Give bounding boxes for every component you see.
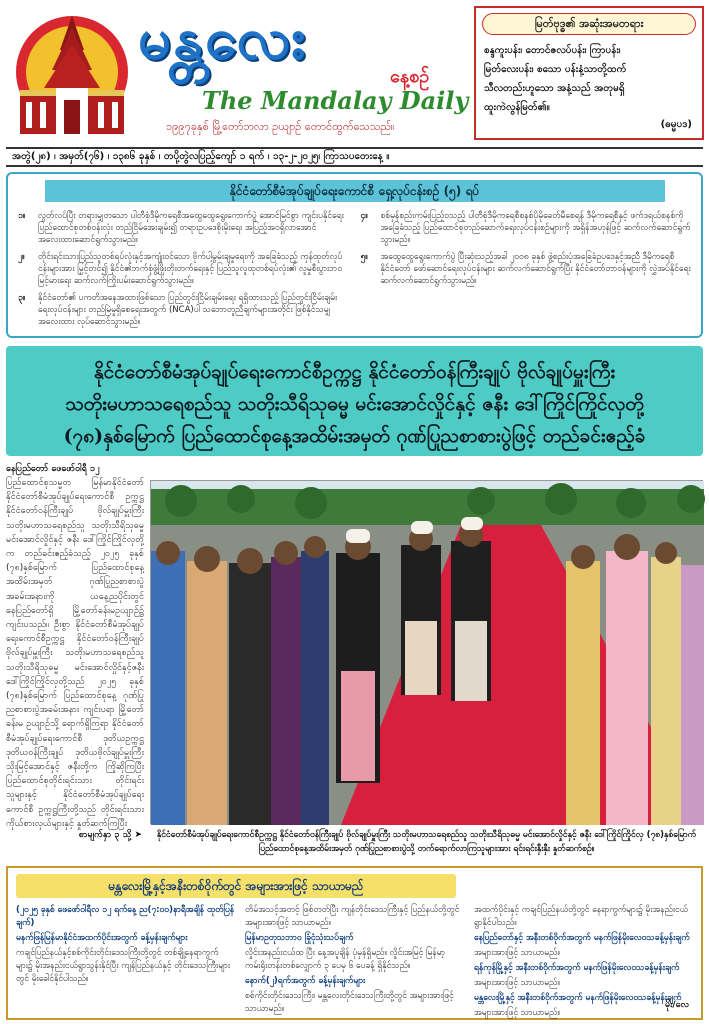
masthead-subtitle: နေ့စဉ် [390, 66, 430, 87]
weather-paragraph: နေပြည်တော်နှင့် အနီးတစ်ဝိုက်အတွက် မနက်ဖြန်မိုးလေဝသခန့်မှန်းချက် [474, 933, 690, 943]
roadmap-item-number: ၂။ [18, 252, 25, 262]
weather-paragraph: မနက်ဖြန်မြန်မာနိုင်ငံအထက်ပိုင်းအတွက် ခန့်မှန်းချက်များ [16, 933, 188, 943]
roadmap-item-number: ၃။ [18, 293, 26, 303]
roadmap-item-number: ၅။ [360, 252, 368, 262]
weather-paragraph: လှိုင်းအနည်းငယ်ထ ပြီး နေ့အပူချိန် ပုံမှန်ရှိမည်။ လှိုင်းအမြင့် မြန်မာ့ကမ်းရိုးတန်းတစ်လျှောက် ၃ ပေမှ ၆ ပေခန့် ရှိနိုင်သည်။ [245, 948, 446, 971]
weather-paragraph: ကချင်ပြည်နယ်နှင့်စစ်ကိုင်းတိုင်းဒေသကြီးတို့တွင် တစ်ချို့နေရာကွက်များ၌ မိုးအနည်းငယ်ရွာသွန်းနိုင်ပြီး ကျန်ပြည်နယ်နှင့် တိုင်းဒေသကြီးများတွင် မိုးခေါင်နိုင်ပါသည်။ [16, 948, 231, 984]
roadmap-item [361, 251, 692, 287]
roadmap-column-right [361, 210, 692, 330]
weather-paragraph: နောက်(၂)ရက်အတွက် ခန့်မှန်းချက်များ [245, 976, 366, 986]
masthead-slogan: ၁၉၉၇ခုနှစ် မြို့တော်ဘလာ ဥယျာဉ် တောင်ထွက်သေသည်။ [166, 120, 395, 133]
buddha-teaching-box [474, 6, 704, 140]
ceremony-photo-illustration [151, 481, 704, 825]
headline-line: (၇၈)နှစ်မြောက် ပြည်ထောင်စုနေ့အထိမ်းအမှတ် ဂုဏ်ပြုညစာစားပွဲဖြင့် တည်ခင်းဧည့်ခံ [63, 425, 646, 447]
headline-line: သတိုးမဟာသရေစည်သူ သတိုးသီရိသုဓမ္မ မင်းအောင်လှိုင်နှင့် ဇနီး ဒေါ်ကြိုင်ကြိုင်လှတို့ [65, 393, 644, 415]
teaching-source: (ဓမ္မပဒ) [660, 119, 692, 130]
teaching-line: ထူးကဲလွန်မြတ်၏။ [484, 102, 550, 113]
roadmap-item-text: စစ်မှန်စည်းကမ်းပြည့်ဝသည့် ပါတီစုံဒီမိုကရေစီစနစ်ပိုမိုခေတ်မီစေရန် ဒီမိုကရေစီနှင့် ဖက်ဒရယ်စနစ်ကို အခြေခံသည့် ပြည်ထောင်စုတည်ဆောက်ရေးလုပ်ငန်းစဉ်များကို အရှိန်အဟုန်ဖြင့် ဆက်လက်ဆောင်ရွက်သွားမည်။ [380, 211, 691, 245]
roadmap-item-text: တိုင်းရင်းသားပြည်သူတစ်ရပ်လုံးနှင့်အကျုံးဝင်သော ဗိုက်ပါ့မွမ်းချမှုရေးကို အခြေခံသည့် ကုန်ထုတ်လုပ်ငန်းများအား မြှင့်တင်၍ နိုင်ငံ၏ဘက်စုံဖွံ့ဖြိုးတိုးတက်ရေးနှင့် ပြည်သူလူထုတစ်ရပ်လုံး၏ လူမှုစီးပွားဘဝ မြင့်မားရေး ဆက်လက်ကြိုးပမ်းဆောင်ရွက်သွားမည်။ [38, 252, 343, 286]
weather-heading: မန္တလေးမြို့နှင့်အနီးတစ်ဝိုက်တွင် အများအားဖြင့် သာယာမည် [16, 874, 456, 898]
roadmap-item-number: ၄။ [360, 211, 368, 221]
photo-caption: နိုင်ငံတော်စီမံအုပ်ချုပ်ရေးကောင်စီဥက္ကဋ္ဌ နိုင်ငံတော်ဝန်ကြီးချုပ် ဗိုလ်ချုပ်မှူးကြီး သတိုးမဟာသရေစည်သူ သတိုးသီရိသုဓမ္မ မင်းအောင်လှိုင်နှင့် ဇနီး ဒေါ်ကြိုင်ကြိုင်လှ (၇၈)နှစ်မြောက် ပြည်ထောင်စုနေ့အထိမ်းအမှတ် ဂုဏ်ပြုညစာစားပွဲသို့ တက်ရောက်လာကြသူများအား ရင်းရင်းနှီးနှီး နှုတ်ဆက်စဉ်။ [156, 830, 697, 854]
teaching-line: မြတ်လေးပန်း၊ စသော ပန်းနံ့သာတို့ထက် [484, 64, 627, 75]
weather-paragraph: (၂၀၂၅ ခုနှစ် ဖေဖော်ဝါရီလ ၁၂ ရက်နေ့ ည(၇:၀၀)နာရီအချိန် ထုတ်ပြန်ချက်) [16, 905, 235, 928]
story-body: ပြည်ထောင်စုသမ္မတ မြန်မာနိုင်ငံတော် နိုင်ငံတော်စီမံအုပ်ချုပ်ရေးကောင်စီ ဥက္ကဋ္ဌ နိုင်ငံတော်ဝန်ကြီးချုပ် ဗိုလ်ချုပ်မှူးကြီး သတိုးမဟာသရေစည်သူ သတိုးသီရိသုဓမ္မ မင်းအောင်လှိုင်နှင့် ဇနီး ဒေါ်ကြိုင်ကြိုင်လှတို့က တည်ခင်းဧည့်ခံသည့် ၂၀၂၅ ခုနှစ် (၇၈)နှစ်မြောက် ပြည်ထောင်စုနေ့ အထိမ်းအမှတ် ဂုဏ်ပြုညစာစားပွဲအခမ်းအနားကို ယနေ့ညပိုင်းတွင် နေပြည်တော်ရှိ မြို့တော်ခန်းမဥယျာဉ်၌ ကျင်းပသည်။ ဦးစွာ နိုင်ငံတော်စီမံအုပ်ချုပ်ရေးကောင်စီဥက္ကဋ္ဌ နိုင်ငံတော်ဝန်ကြီးချုပ် ဗိုလ်ချုပ်မှူးကြီး သတိုးမဟာသရေစည်သူ သတိုးသီရိသုဓမ္မ မင်းအောင်လှိုင်နှင့်ဇနီး ဒေါ်ကြိုင်ကြိုင်လှတို့သည် ၂၀၂၅ ခုနှစ် (၇၈)နှစ်မြောက် ပြည်ထောင်စုနေ့ ဂုဏ်ပြုညစာစားပွဲအခမ်းအနား ကျင်းပရာ မြို့တော်ခန်းမ ဥယျာဉ်သို့ ရောက်ရှိကြရာ နိုင်ငံတော်စီမံအုပ်ချုပ်ရေးကောင်စီ ဒုတိယဥက္ကဋ္ဌ ဒုတိယဝန်ကြီးချုပ် ဒုတိယဗိုလ်ချုပ်မှူးကြီး သိုးမြင့်အောင်နှင့် ဇနီးတို့က ကြိုဆိုကြပြီး ပြည်ထောင်စုတိုင်းရင်းသား တိုင်းရင်းသူများနှင့် နိုင်ငံတော်စီမံအုပ်ချုပ်ရေးကောင်စီ ဥက္ကဋ္ဌကြီးတို့သည် တိုင်းရင်းသားကိုယ်စားလှယ်များနှင့် နှုတ်ဆက်ကြပြီး [6, 478, 144, 829]
weather-column-1 [16, 904, 235, 1012]
roadmap-item [18, 251, 349, 287]
roadmap-heading: နိုင်ငံတော်စီမံအုပ်ချုပ်ရေးကောင်စီ ရှေ့လုပ်ငန်းစဉ် (၅) ရပ် [45, 180, 665, 202]
weather-paragraph: မန္တလေးမြို့နှင့် အနီးတစ်ဝိုက်အတွက် မနက်ဖြန်မိုးလေဝသခန့်မှန်းချက် [474, 993, 682, 1003]
masthead-english-title: The Mandalay Daily [202, 86, 469, 115]
weather-paragraph: တိမ်အသင့်အတင့် ဖြစ်တတ်ပြီး ကျန်တိုင်းဒေသကြီးနှင့် ပြည်နယ်တို့တွင် အများအားဖြင့် သာယာမည်။ [245, 905, 460, 928]
weather-signature: မိုး/လေ [664, 1000, 689, 1010]
weather-paragraph: အများအားဖြင့် သာယာမည်။ [474, 948, 560, 958]
roadmap-item-number: ၁။ [18, 211, 26, 221]
roadmap-item [18, 292, 349, 328]
roadmap-item-text: အထွေထွေရွေးကောက်ပွဲ ပြီးဆုံးသည့်အခါ ၂၀၀၈ ခုနှစ် ဖွဲ့စည်းပုံအခြေခံဥပဒေနှင့်အညီ ဒီမိုကရေစီနိုင်ငံတော် ဖော်ဆောင်ရေးလုပ်ငန်းများ ဆက်လက်ဆောင်ရွက်ပြီး နိုင်ငံတော်တာဝန်များကို လွှဲအပ်နိုင်ရေး ဆက်လက်ဆောင်ရွက်သွားမည်။ [380, 252, 691, 286]
teaching-line: စန္ဒကူးပန်း၊ တောင်ဇလပ်ပန်း၊ ကြာပန်း၊ [484, 45, 621, 56]
palace-emblem-icon [12, 10, 132, 138]
weather-paragraph: အများအားဖြင့် သာယာမည်။ [474, 978, 560, 988]
weather-paragraph: မြန်မာဥတုသဘာဝ ခြုံငုံသုံးသပ်ချက် [245, 933, 354, 943]
ceremony-photo [150, 480, 703, 824]
masthead-title: မန္တလေး [138, 4, 308, 72]
masthead [6, 4, 468, 144]
roadmap-item [361, 210, 692, 246]
roadmap-item-text: နိုင်ငံတော်၏ ပကတိအနေအထားဖြစ်သော ပြည်တွင်းငြိမ်းချမ်းရေး ရရှိထားသည့် ပြည်တွင်းငြိမ်းချမ်းရေးလုပ်ငန်းများ တည်မြဲမှုရှိစေရေးအတွက် (NCA)ပါ သဘောတူညီချက်များအတိုင်း ဖြစ်နိုင်သမျှ အလေးထား လုပ်ဆောင်သွားမည်။ [38, 293, 338, 327]
weather-column-3 [474, 904, 693, 1018]
weather-column-2 [245, 904, 464, 1012]
weather-forecast-box [6, 866, 703, 1020]
weather-paragraph: ရန်ကုန်မြို့နှင့် အနီးတစ်ဝိုက်အတွက် မနက်ဖြန်မိုးလေဝသခန့်မှန်းချက် [474, 963, 680, 973]
roadmap-column-left [18, 210, 349, 330]
continued-page-link[interactable]: စာမျက်နှာ ၃ သို့ ➤ [78, 830, 142, 840]
issue-info-bar: အတွဲ(၂၈) ၊ အမှတ်(၇၆) ၊ ၁၃၈၆ ခုနှစ် ၊ တပို့တွဲလပြည့်ကျော် ၁ ရက် ၊ ၁၃-၂-၂၀၂၅၊ ကြာသပတေးနေ့ ။ [6, 147, 703, 167]
roadmap-item-text: လွတ်လပ်ပြီး တရားမျှတသော ပါတီစုံဒီမိုကရေစီအထွေထွေရွေးကောက်ပွဲ အောင်မြင်စွာ ကျင်းပနိုင်ရေး ပြည်ထောင်စုတစ်ဝန်းလုံး တည်ငြိမ်အေးချမ်း၍ တရားဥပဒေစိုးမိုးရေး အပြည့်အဝရှိလာအောင် အလေးထားဆောင်ရွက်သွားမည်။ [38, 211, 344, 245]
main-headline [6, 346, 703, 456]
story-dateline: နေပြည်တော် ဖေဖော်ဝါရီ ၁၂ [6, 464, 100, 474]
weather-paragraph: စစ်ကိုင်းတိုင်းဒေသကြီး၊ မန္တလေးတိုင်းဒေသကြီးတို့တွင် အများအားဖြင့် သာယာမည်။ [245, 991, 454, 1014]
buddha-teaching-body [476, 35, 702, 115]
lead-story [6, 462, 144, 842]
teaching-line: သီလတည်းဟူသော အနံ့သည် အတုမရှိ [484, 83, 625, 94]
headline-line: နိုင်ငံတော်စီမံအုပ်ချုပ်ရေးကောင်စီဥက္ကဋ္ဌ နိုင်ငံတော်ဝန်ကြီးချုပ် ဗိုလ်ချုပ်မှူးကြီး [93, 361, 616, 383]
roadmap-item [18, 210, 349, 246]
weather-paragraph: အထက်ပိုင်းနှင့် ကချင်ပြည်နယ်တို့တွင် နေရာကွက်များ၌ မိုးအနည်းငယ် ရွာနိုင်ပါသည်။ [474, 905, 688, 928]
five-point-roadmap-box [6, 172, 703, 338]
weather-paragraph: အများအားဖြင့် သာယာမည်။ [474, 1008, 560, 1018]
buddha-teaching-heading: မြတ်ဗုဒ္ဓ၏ အဆုံးအမတရား [482, 13, 696, 35]
